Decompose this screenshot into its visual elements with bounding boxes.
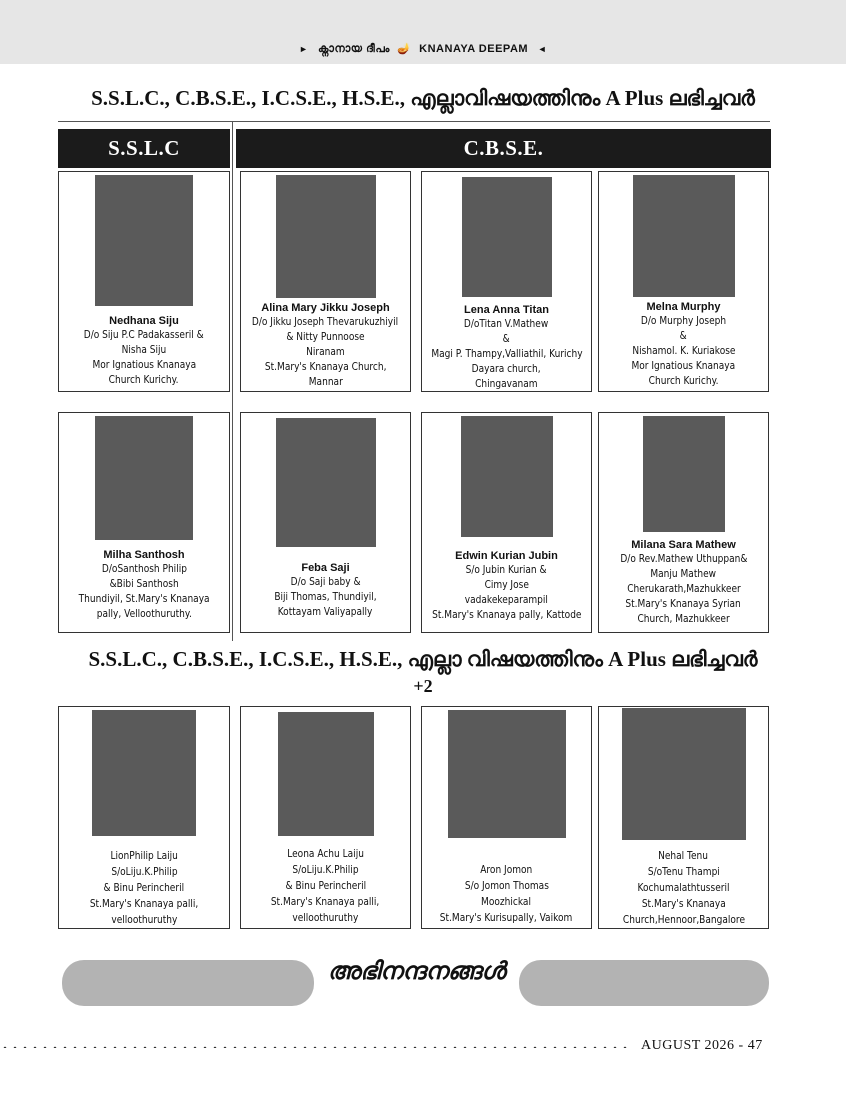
detail-line: Biji Thomas, Thundiyil, bbox=[274, 591, 377, 603]
student-card bbox=[598, 412, 769, 633]
decorative-pill-left bbox=[62, 960, 314, 1006]
student-photo bbox=[92, 710, 196, 836]
left-arrow-icon: ◄ bbox=[537, 44, 548, 54]
detail-line: D/o Jikku Joseph Thevarukuzhiyil bbox=[252, 316, 399, 328]
detail-line: pally, Velloothuruthy. bbox=[96, 608, 192, 620]
student-name: Melna Murphy bbox=[646, 301, 721, 313]
right-arrow-icon: ► bbox=[298, 44, 309, 54]
decorative-pill-right bbox=[519, 960, 769, 1006]
plus-two-label: +2 bbox=[413, 676, 433, 696]
student-name: Milana Sara Mathew bbox=[631, 539, 736, 551]
student-card bbox=[421, 706, 592, 929]
detail-line: D/o Rev.Mathew Uthuppan& bbox=[619, 553, 748, 565]
student-card bbox=[240, 706, 411, 929]
student-card bbox=[421, 412, 592, 633]
student-name: Milha Santhosh bbox=[103, 549, 185, 561]
student-card bbox=[58, 412, 230, 633]
detail-line: Mor Ignatious Knanaya bbox=[92, 359, 196, 371]
lamp-icon: 🪔 bbox=[397, 43, 412, 55]
detail-line: D/oTitan V.Mathew bbox=[464, 318, 549, 330]
detail-line: Mor Ignatious Knanaya bbox=[631, 360, 736, 372]
student-photo bbox=[622, 708, 746, 840]
student-name: Nedhana Siju bbox=[109, 315, 179, 327]
detail-line: velloothuruthy bbox=[292, 912, 359, 924]
detail-line: Cimy Jose bbox=[484, 579, 529, 591]
masthead-malayalam: ക്നാനായ ദീപം bbox=[317, 43, 390, 55]
detail-line: Leona Achu Laiju bbox=[287, 848, 364, 860]
student-photo bbox=[633, 175, 735, 297]
detail-line: Kochumalathtusseril bbox=[637, 882, 730, 894]
student-photo bbox=[643, 416, 725, 532]
divider bbox=[58, 121, 770, 122]
detail-line: D/o Saji baby & bbox=[290, 576, 361, 588]
student-name: Feba Saji bbox=[301, 562, 350, 574]
student-photo bbox=[448, 710, 566, 838]
detail-line: Thundiyil, St.Mary's Knanaya bbox=[78, 593, 210, 605]
detail-line: St.Mary's Knanaya Syrian bbox=[625, 598, 742, 610]
detail-line: S/o Jomon Thomas bbox=[464, 880, 549, 892]
detail-line: vadakekeparampil bbox=[464, 594, 549, 606]
student-photo bbox=[95, 416, 193, 540]
detail-line: Church, Mazhukkeer bbox=[637, 613, 730, 625]
student-photo bbox=[276, 175, 376, 298]
column-divider bbox=[232, 121, 233, 641]
student-photo bbox=[278, 712, 374, 836]
detail-line: Moozhickal bbox=[481, 896, 532, 908]
detail-line: Church Kurichy. bbox=[648, 375, 719, 387]
student-card bbox=[240, 412, 411, 633]
detail-line: & Binu Perincheril bbox=[285, 880, 366, 892]
detail-line: Niranam bbox=[306, 346, 345, 358]
detail-line: St.Mary's Knanaya bbox=[641, 898, 726, 910]
detail-line: D/o Siju P.C Padakasseril & bbox=[84, 329, 204, 341]
student-name: Lena Anna Titan bbox=[464, 304, 549, 316]
page-title: S.S.L.C., C.B.S.E., I.C.S.E., H.S.E., എല്ലാവിഷയത്തിനും A Plus ലഭിച്ചവർ bbox=[91, 86, 755, 110]
detail-line: Nisha Siju bbox=[121, 344, 167, 356]
dotted-rule bbox=[0, 1046, 630, 1048]
detail-line: Dayara church, bbox=[472, 363, 541, 375]
detail-line: Nishamol. K. Kuriakose bbox=[631, 345, 736, 357]
detail-line: D/oSanthosh Philip bbox=[101, 563, 187, 575]
detail-line: S/oLiju.K.Philip bbox=[110, 866, 178, 878]
section-title-plus-two: S.S.L.C., C.B.S.E., I.C.S.E., H.S.E., എല്ലാ വിഷയത്തിനും A Plus ലഭിച്ചവർ bbox=[88, 647, 758, 671]
detail-line: Aron Jomon bbox=[480, 864, 533, 876]
detail-line: & bbox=[502, 333, 511, 345]
student-name: Edwin Kurian Jubin bbox=[455, 550, 558, 562]
page-footer: AUGUST 2026 - 47 bbox=[641, 1038, 763, 1053]
student-card bbox=[240, 171, 411, 392]
student-name: Alina Mary Jikku Joseph bbox=[261, 302, 390, 314]
masthead bbox=[0, 42, 846, 56]
detail-line: velloothuruthy bbox=[110, 914, 178, 926]
section-header-cbse: C.B.S.E. bbox=[236, 129, 771, 168]
detail-line: Cherukarath,Mazhukkeer bbox=[626, 583, 741, 595]
detail-line: Magi P. Thampy,Valliathil, Kurichy bbox=[430, 348, 583, 360]
detail-line: & Nitty Punnoose bbox=[286, 331, 365, 343]
detail-line: &Bibi Santhosh bbox=[109, 578, 179, 590]
detail-line: St.Mary's Knanaya palli, bbox=[271, 896, 380, 908]
student-card bbox=[58, 706, 230, 929]
detail-line: S/oLiju.K.Philip bbox=[292, 864, 359, 876]
masthead-english: KNANAYA DEEPAM bbox=[419, 43, 529, 55]
detail-line: Church Kurichy. bbox=[109, 374, 179, 386]
student-card bbox=[421, 171, 592, 392]
student-photo bbox=[276, 418, 376, 547]
student-card bbox=[58, 171, 230, 392]
detail-line: Kottayam Valiyapally bbox=[278, 606, 373, 618]
detail-line: Manju Mathew bbox=[650, 568, 717, 580]
congratulations-text: അഭിനന്ദനങ്ങൾ bbox=[327, 958, 506, 985]
detail-line: S/o Jubin Kurian & bbox=[465, 564, 547, 576]
detail-line: & bbox=[679, 330, 688, 342]
section-header-sslc: S.S.L.C bbox=[58, 129, 230, 168]
detail-line: St.Mary's Knanaya pally, Kattode bbox=[431, 609, 582, 621]
student-card bbox=[598, 706, 769, 929]
detail-line: St.Mary's Knanaya palli, bbox=[89, 898, 199, 910]
detail-line: S/oTenu Thampi bbox=[647, 866, 720, 878]
detail-line: St.Mary's Kurisupally, Vaikom bbox=[440, 912, 573, 924]
detail-line: Nehal Tenu bbox=[658, 850, 709, 862]
student-card bbox=[598, 171, 769, 392]
detail-line: LionPhilip Laiju bbox=[110, 850, 178, 862]
detail-line: Chingavanam bbox=[475, 378, 538, 390]
student-photo bbox=[95, 175, 193, 306]
detail-line: Church,Hennoor,Bangalore bbox=[622, 914, 745, 926]
detail-line: D/o Murphy Joseph bbox=[640, 315, 727, 327]
detail-line: & Binu Perincheril bbox=[103, 882, 185, 894]
student-photo bbox=[462, 177, 552, 297]
detail-line: St.Mary's Knanaya Church, bbox=[264, 361, 387, 373]
detail-line: Mannar bbox=[308, 376, 343, 388]
student-photo bbox=[461, 416, 553, 537]
